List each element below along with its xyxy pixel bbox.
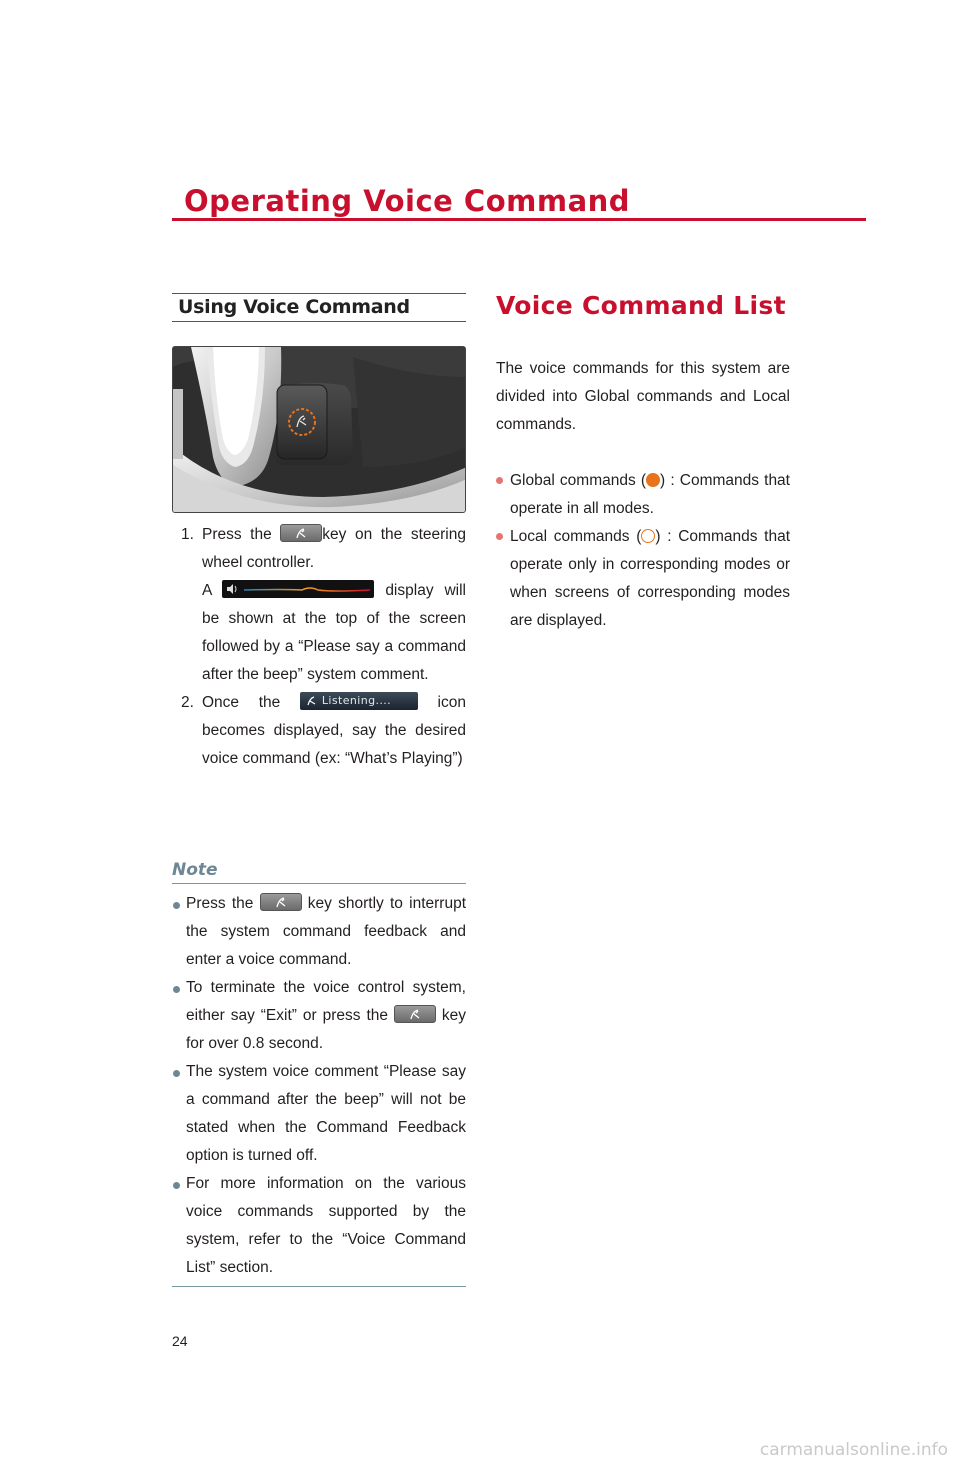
- note-text: To terminate the voice control system, either say “Exit” or press the: [186, 979, 466, 1024]
- talk-key-icon: [394, 1005, 436, 1023]
- bullet-icon: [173, 1182, 180, 1189]
- right-column: [496, 287, 790, 635]
- section-title-using: Using Voice Command: [178, 296, 410, 318]
- bullet-icon: [496, 477, 503, 484]
- command-type-global: [496, 467, 790, 523]
- note-text: key shortly to interrupt the system command feedback and enter a voice command.: [186, 895, 466, 968]
- note-text: For more information on the various voice commands supported by the system, refer to the “Voice Command List” section.: [186, 1175, 466, 1276]
- bullet-icon: [173, 902, 180, 909]
- sound-bar-display: [222, 580, 374, 598]
- step-2: [172, 689, 466, 773]
- steering-wheel-illustration: [173, 347, 466, 513]
- bullet-icon: [173, 986, 180, 993]
- command-text: Local commands (: [510, 528, 642, 545]
- speaker-icon: [222, 580, 374, 598]
- hollow-circle-icon: [641, 529, 655, 543]
- filled-circle-icon: [646, 473, 660, 487]
- command-type-list: [496, 467, 790, 635]
- note-title: Note: [172, 860, 218, 880]
- note-box: [172, 859, 466, 1287]
- note-end-divider: [172, 1286, 466, 1287]
- note-text: Press the: [186, 895, 260, 912]
- command-type-local: [496, 523, 790, 635]
- command-text: ) : Commands that operate in all modes.: [510, 472, 790, 517]
- note-item: [172, 1058, 466, 1170]
- watermark: carmanualsonline.info: [759, 1440, 948, 1460]
- command-text: ) : Commands that operate only in corresponding modes or when screens of corresponding modes are displayed.: [510, 528, 790, 629]
- page-title: Operating Voice Command: [184, 184, 631, 218]
- header-rule: [172, 218, 866, 221]
- steering-wheel-photo: [172, 346, 466, 513]
- step-text: A: [202, 582, 223, 599]
- note-item: [172, 974, 466, 1058]
- step-number: 2.: [181, 694, 194, 711]
- note-item: [172, 890, 466, 974]
- step-text: display will be shown at the top of the screen followed by a “Please say a command after the beep” system comment.: [202, 582, 467, 683]
- page-header: [172, 183, 866, 219]
- command-text: Global commands (: [510, 472, 647, 489]
- note-text: key for over 0.8 second.: [186, 1007, 466, 1052]
- left-column: [172, 293, 467, 1276]
- bullet-icon: [173, 1070, 180, 1077]
- talk-key-icon: [280, 524, 322, 542]
- note-item: [172, 1170, 466, 1282]
- section-title-list: Voice Command List: [496, 291, 786, 320]
- step-text: Once the: [202, 694, 300, 711]
- note-list: [172, 890, 466, 1282]
- note-divider: [172, 883, 466, 884]
- step-1: [172, 521, 466, 689]
- page-number: 24: [172, 1333, 188, 1349]
- bullet-icon: [496, 533, 503, 540]
- listening-indicator: [300, 692, 418, 710]
- section-title-box: [172, 293, 466, 322]
- talk-key-icon: [305, 694, 319, 708]
- step-text: key on the steering wheel controller.: [202, 526, 466, 571]
- note-text: The system voice comment “Please say a command after the beep” will not be stated when the Command Feedback option is turned off.: [186, 1063, 466, 1164]
- step-text: icon becomes displayed, say the desired voice command (ex: “What’s Playing”): [202, 694, 466, 767]
- talk-key-icon: [260, 893, 302, 911]
- step-number: 1.: [181, 526, 194, 543]
- listening-label: Listening....: [321, 693, 392, 707]
- intro-paragraph: The voice commands for this system are divided into Global commands and Local commands.: [496, 360, 790, 433]
- instruction-steps: [172, 521, 466, 773]
- step-text: Press the: [202, 526, 281, 543]
